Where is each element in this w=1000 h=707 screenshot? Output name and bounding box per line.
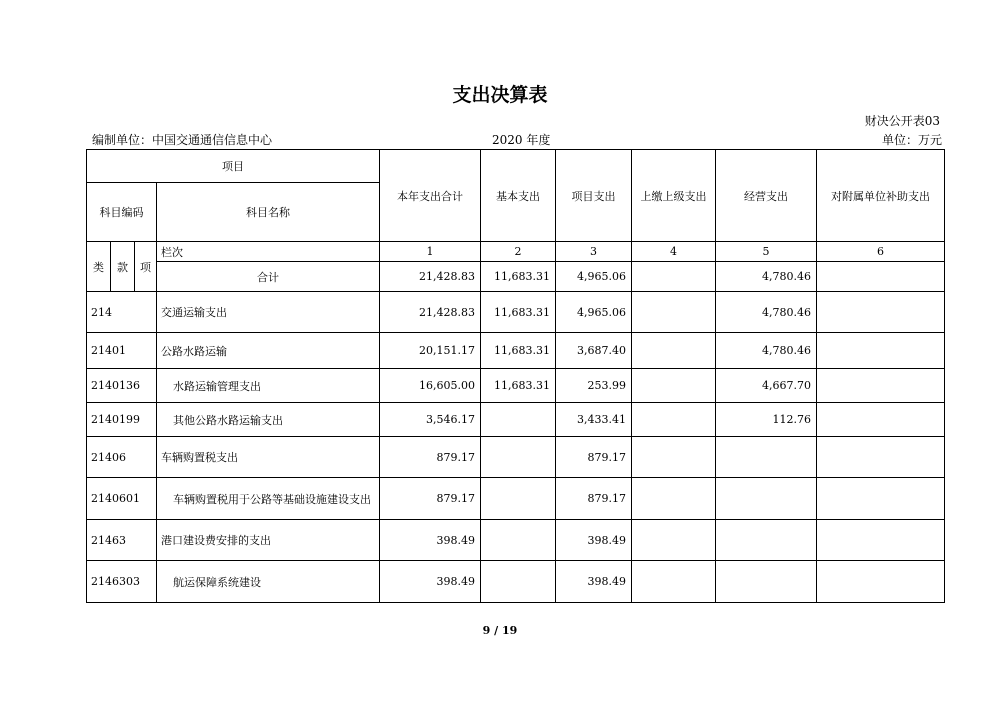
subject-name-cell: 公路水路运输 — [157, 333, 380, 369]
amount-cell: 20,151.17 — [380, 333, 481, 369]
amount-cell: 398.49 — [380, 520, 481, 561]
header-project: 项目支出 — [556, 150, 632, 242]
total-cell — [817, 262, 945, 292]
col-number: 3 — [556, 242, 632, 262]
expenditure-table — [86, 149, 945, 603]
header-basic: 基本支出 — [481, 150, 556, 242]
page-title: 支出决算表 — [452, 84, 548, 106]
amount-cell — [481, 561, 556, 603]
amount-cell: 4,780.46 — [716, 333, 817, 369]
fiscal-year: 2020 年度 — [492, 133, 551, 147]
amount-cell: 879.17 — [556, 437, 632, 478]
total-cell — [632, 262, 716, 292]
amount-cell: 398.49 — [556, 520, 632, 561]
table-row — [87, 520, 945, 561]
table-row — [87, 369, 945, 403]
subject-name-cell: 车辆购置税用于公路等基础设施建设支出 — [157, 478, 380, 520]
subject-name-cell: 车辆购置税支出 — [157, 437, 380, 478]
amount-cell: 11,683.31 — [481, 369, 556, 403]
total-cell: 11,683.31 — [481, 262, 556, 292]
header-subject-name: 科目名称 — [157, 183, 380, 242]
amount-cell: 398.49 — [556, 561, 632, 603]
col-number: 6 — [817, 242, 945, 262]
amount-cell: 253.99 — [556, 369, 632, 403]
amount-cell: 879.17 — [380, 437, 481, 478]
amount-cell — [632, 333, 716, 369]
subject-name-cell: 航运保障系统建设 — [157, 561, 380, 603]
header-business: 经营支出 — [716, 150, 817, 242]
amount-cell — [817, 333, 945, 369]
amount-cell: 4,965.06 — [556, 292, 632, 333]
amount-cell — [481, 437, 556, 478]
table-row — [87, 478, 945, 520]
subject-code-cell: 2140199 — [87, 403, 157, 437]
amount-cell: 16,605.00 — [380, 369, 481, 403]
amount-cell: 11,683.31 — [481, 333, 556, 369]
amount-cell — [632, 369, 716, 403]
amount-cell: 879.17 — [556, 478, 632, 520]
amount-cell — [481, 520, 556, 561]
form-number: 财决公开表03 — [864, 114, 940, 128]
total-row — [87, 262, 945, 292]
amount-cell — [817, 403, 945, 437]
amount-cell — [481, 478, 556, 520]
amount-cell — [817, 561, 945, 603]
amount-cell: 11,683.31 — [481, 292, 556, 333]
subject-name-cell: 港口建设费安排的支出 — [157, 520, 380, 561]
amount-cell — [632, 561, 716, 603]
amount-cell — [817, 369, 945, 403]
amount-cell — [481, 403, 556, 437]
compiling-unit: 编制单位：中国交通通信信息中心 — [92, 133, 273, 147]
table-row — [87, 333, 945, 369]
amount-cell: 3,687.40 — [556, 333, 632, 369]
amount-cell: 3,433.41 — [556, 403, 632, 437]
subject-code-cell: 21463 — [87, 520, 157, 561]
amount-cell: 3,546.17 — [380, 403, 481, 437]
subject-code-cell: 214 — [87, 292, 157, 333]
amount-cell — [632, 437, 716, 478]
col-number: 4 — [632, 242, 716, 262]
amount-cell — [817, 437, 945, 478]
col-number: 1 — [380, 242, 481, 262]
col-number: 5 — [716, 242, 817, 262]
subject-code-cell: 21406 — [87, 437, 157, 478]
amount-cell — [716, 561, 817, 603]
amount-cell — [817, 478, 945, 520]
amount-cell — [817, 292, 945, 333]
total-cell: 4,965.06 — [556, 262, 632, 292]
subject-code-cell: 2140136 — [87, 369, 157, 403]
amount-cell — [632, 520, 716, 561]
header-xiang: 项 — [135, 242, 157, 292]
header-subject-code: 科目编码 — [87, 183, 157, 242]
header-upper: 上缴上级支出 — [632, 150, 716, 242]
subject-code-cell: 21401 — [87, 333, 157, 369]
subject-code-cell: 2140601 — [87, 478, 157, 520]
amount-cell: 21,428.83 — [380, 292, 481, 333]
amount-cell: 112.76 — [716, 403, 817, 437]
amount-cell — [632, 478, 716, 520]
table-row — [87, 403, 945, 437]
header-item: 项目 — [87, 150, 380, 183]
amount-cell — [716, 437, 817, 478]
table-row — [87, 561, 945, 603]
amount-cell — [632, 292, 716, 333]
total-label: 合计 — [157, 262, 380, 292]
table-row — [87, 292, 945, 333]
subject-code-cell: 2146303 — [87, 561, 157, 603]
subject-name-cell: 其他公路水路运输支出 — [157, 403, 380, 437]
amount-cell: 4,667.70 — [716, 369, 817, 403]
amount-cell: 398.49 — [380, 561, 481, 603]
subject-name-cell: 水路运输管理支出 — [157, 369, 380, 403]
amount-cell — [716, 478, 817, 520]
amount-cell — [716, 520, 817, 561]
header-subsidy: 对附属单位补助支出 — [817, 150, 945, 242]
header-lei: 类 — [87, 242, 111, 292]
currency-unit: 单位：万元 — [881, 133, 942, 147]
amount-cell: 879.17 — [380, 478, 481, 520]
total-cell: 4,780.46 — [716, 262, 817, 292]
subject-name-cell: 交通运输支出 — [157, 292, 380, 333]
amount-cell — [632, 403, 716, 437]
page-number: 9 / 19 — [482, 624, 518, 637]
header-lanci: 栏次 — [157, 242, 380, 262]
amount-cell — [817, 520, 945, 561]
header-total: 本年支出合计 — [380, 150, 481, 242]
total-cell: 21,428.83 — [380, 262, 481, 292]
col-number: 2 — [481, 242, 556, 262]
header-kuan: 款 — [111, 242, 135, 292]
amount-cell: 4,780.46 — [716, 292, 817, 333]
table-row — [87, 437, 945, 478]
